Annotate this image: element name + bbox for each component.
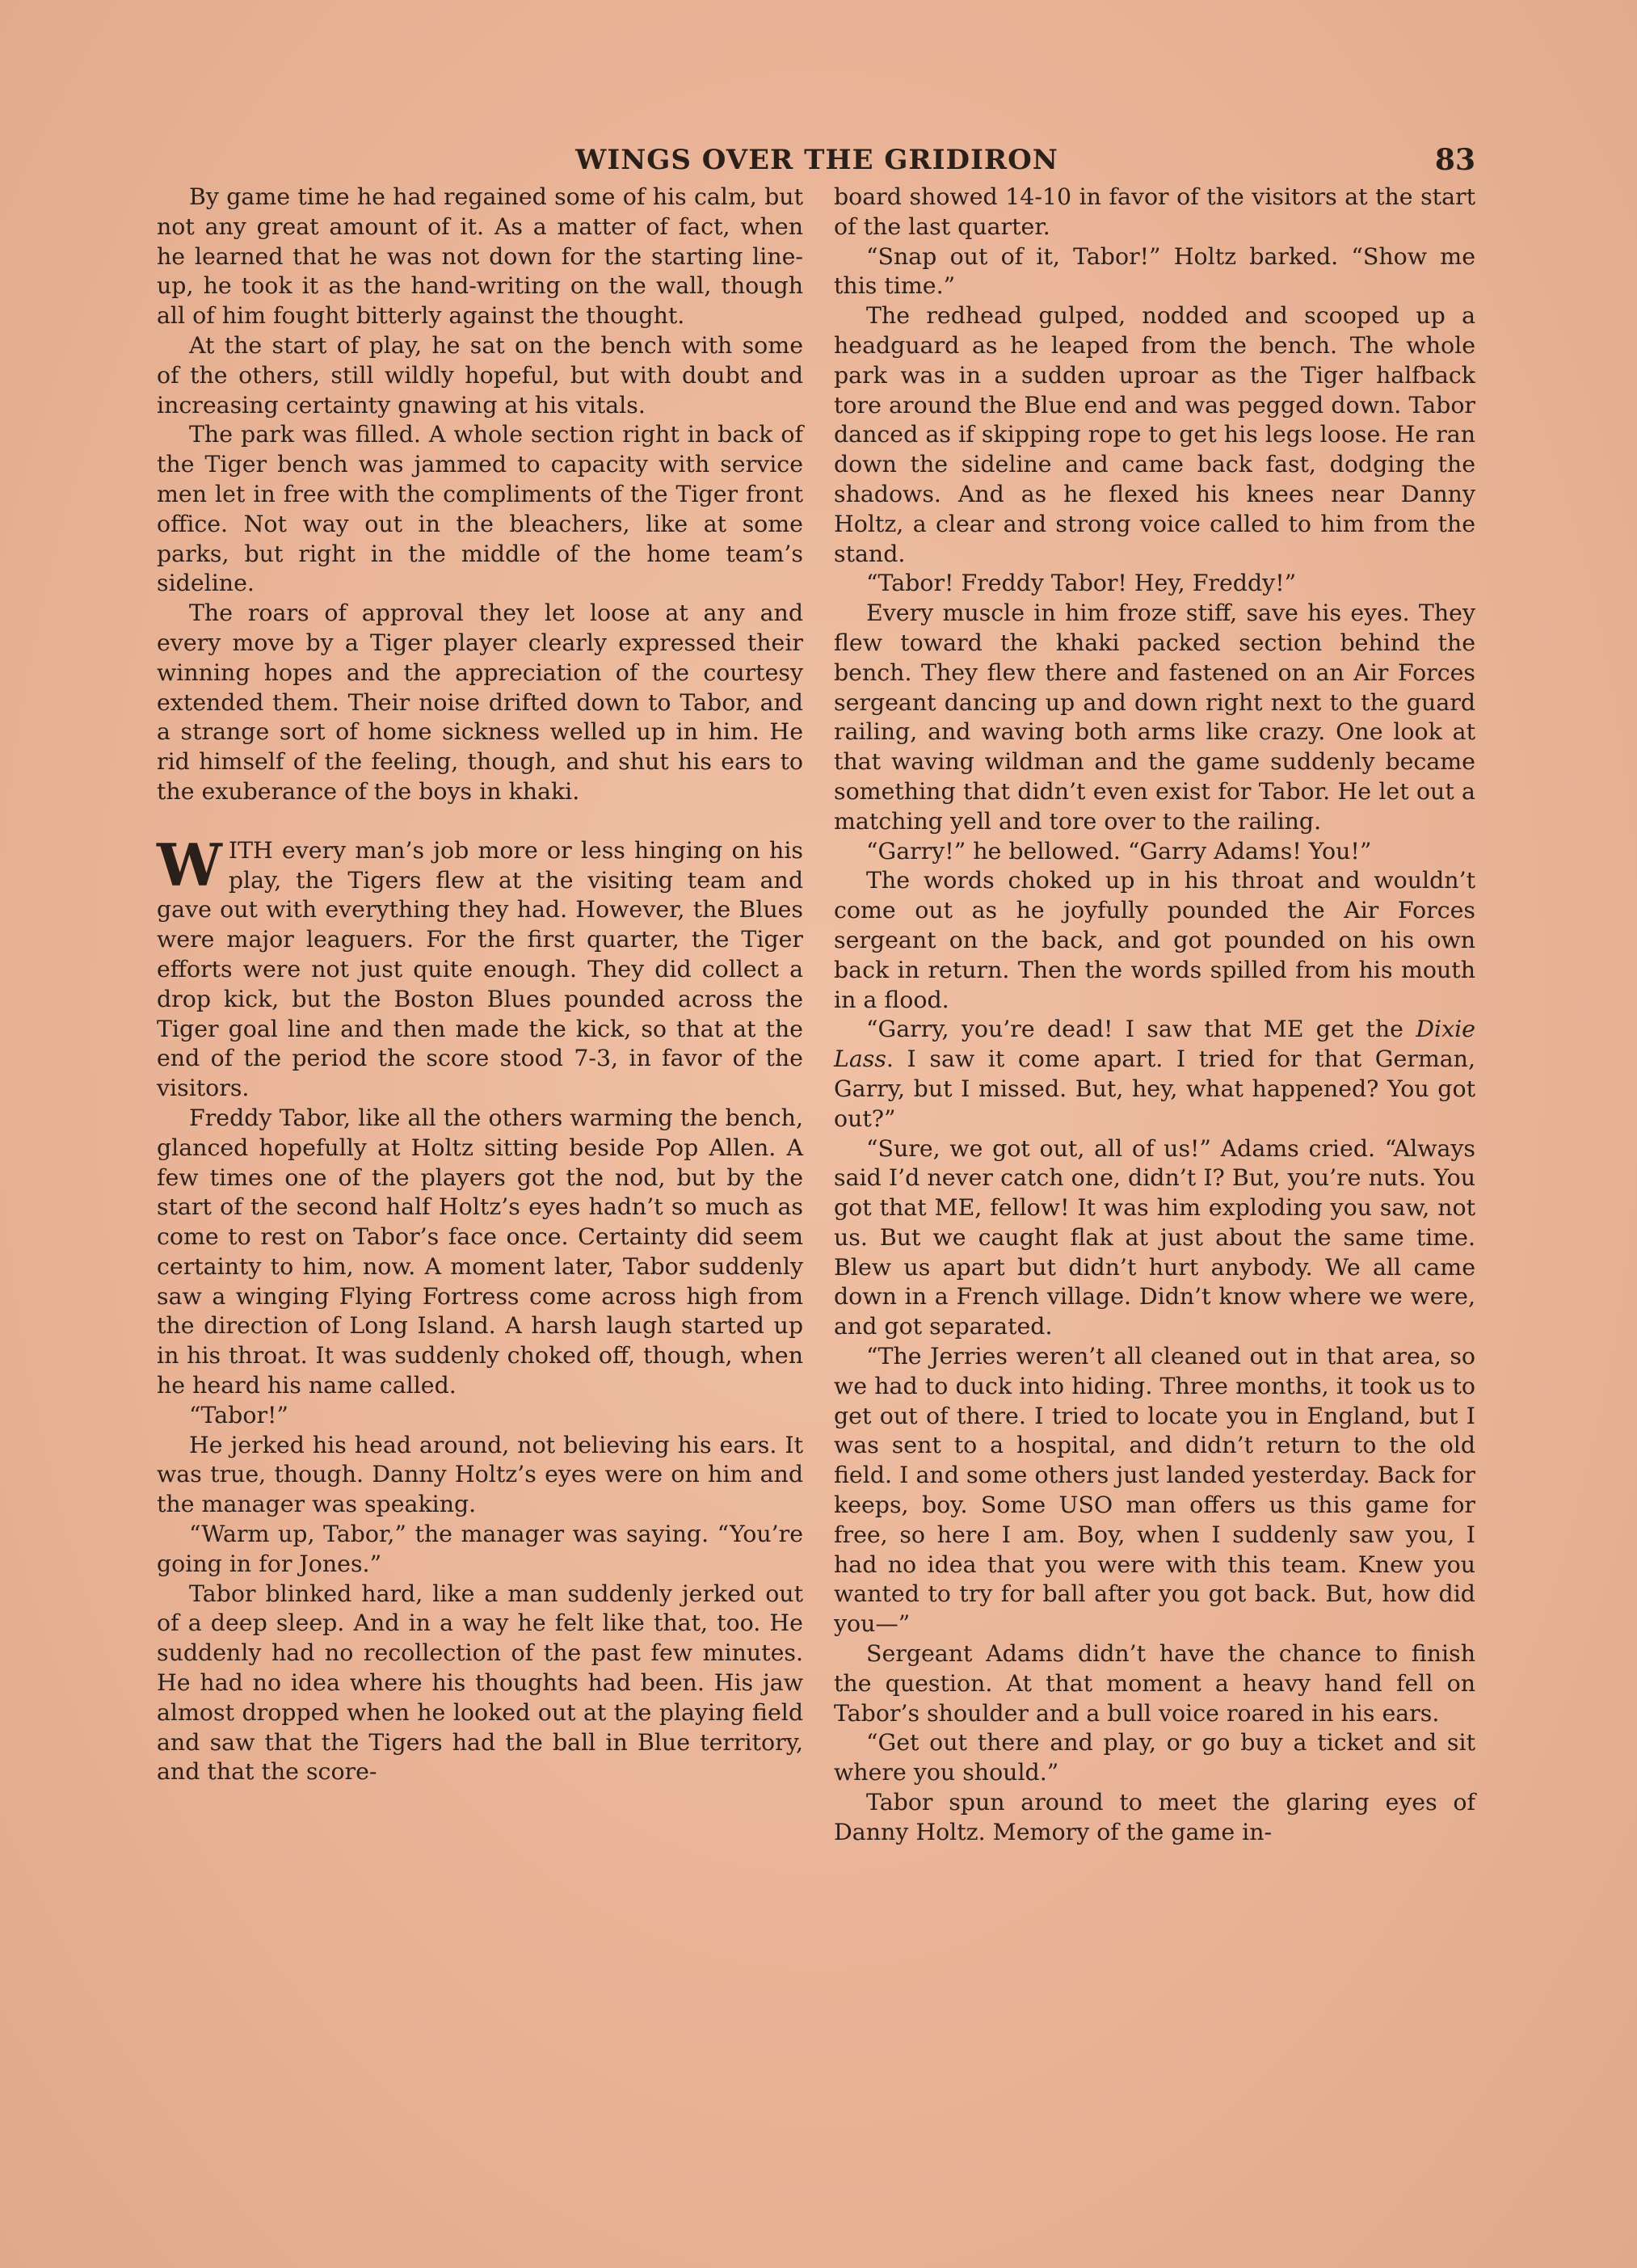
running-header bbox=[158, 142, 1475, 183]
paragraph: Every muscle in him froze stiff, save his eyes. They flew toward the khaki packed section behind the bench. They flew there and fastened on an Air Forces sergeant dancing up and down right next to the guard railing, and waving both arms like crazy. One look at that waving wildman and the game suddenly became something that didn’t even exist for Tabor. He let out a matching yell and tore over to the railing. bbox=[834, 600, 1475, 835]
paragraph: “Get out there and play, or go buy a ticket and sit where you should.” bbox=[834, 1729, 1475, 1786]
paragraph: “The Jerries weren’t all cleaned out in that area, so we had to duck into hiding. Three months, it took us to get out of there. I tried to locate you in England, but I was sent to a hospital, and didn’t return to the old field. I and some others just landed yesterday. Back for keeps, boy. Some USO man offers us this game for free, so here I am. Boy, when I suddenly saw you, I had no idea that you were with this team. Knew you wanted to try for ball after you got back. But, how did you—” bbox=[834, 1343, 1475, 1638]
paragraph: Tabor blinked hard, like a man suddenly jerked out of a deep sleep. And in a way he felt like that, too. He suddenly had no recollection of the past few minutes. He had no idea where his thoughts had been. His jaw almost dropped when he looked out at the playing field and saw that the Tigers had the ball in Blue territory, and that the score- bbox=[157, 1580, 803, 1786]
paragraph: The words choked up in his throat and wouldn’t come out as he joyfully pounded the Air Forces sergeant on the back, and got pounded on his own back in return. Then the words spilled from his mouth in a flood. bbox=[834, 867, 1475, 1013]
paragraph: The roars of approval they let loose at any and every move by a Tiger player clearly expressed their winning hopes and the appreciation of the courtesy extended them. Their noise drifted down to Tabor, and a strange sort of home sickness welled up in him. He rid himself of the feeling, though, and shut his ears to the exuberance of the boys in khaki. bbox=[157, 600, 803, 805]
paragraph: He jerked his head around, not believing his ears. It was true, though. Danny Holtz’s eyes were on him and the manager was speaking. bbox=[157, 1431, 803, 1518]
ship-name: Dixie Lass bbox=[834, 1016, 1475, 1073]
page-number: 83 bbox=[1434, 143, 1475, 177]
paragraph: Freddy Tabor, like all the others warming the bench, glanced hopefully at Holtz sitting beside Pop Allen. A few times one of the players got the nod, but by the start of the second half Holtz’s eyes hadn’t so much as come to rest on Tabor’s face once. Certainty did seem certainty to him, now. A moment later, Tabor suddenly saw a winging Flying Fortress come across high from the direction of Long Island. A harsh laugh started up in his throat. It was suddenly choked off, though, when he heard his name called. bbox=[157, 1104, 803, 1399]
paragraph: The redhead gulped, nodded and scooped up a headguard as he leaped from the bench. The whole park was in a sudden uproar as the Tiger halfback tore around the Blue end and was pegged down. Tabor danced as if skipping rope to get his legs loose. He ran down the sideline and came back fast, dodging the shadows. And as he flexed his knees near Danny Holtz, a clear and strong voice called to him from the stand. bbox=[834, 302, 1475, 567]
paragraph: At the start of play, he sat on the bench with some of the others, still wildly hopeful, but with doubt and increasing certainty gnawing at his vitals. bbox=[157, 331, 803, 419]
paragraph: “Sure, we got out, all of us!” Adams cried. “Always said I’d never catch one, didn’t I? But, you’re nuts. You got that ME, fellow! It was him exploding you saw, not us. But we caught flak at just about the same time. Blew us apart but didn’t hurt anybody. We all came down in a French village. Didn’t know where we were, and got separated. bbox=[834, 1134, 1475, 1340]
right-column bbox=[834, 183, 1475, 1848]
paragraph: “Tabor! Freddy Tabor! Hey, Freddy!” bbox=[866, 570, 1297, 597]
paragraph: Sergeant Adams didn’t have the chance to finish the question. At that moment a heavy hand fell on Tabor’s shoulder and a bull voice roared in his ears. bbox=[834, 1640, 1475, 1727]
paragraph bbox=[834, 1015, 1475, 1134]
running-title: WINGS OVER THE GRIDIRON bbox=[575, 144, 1058, 176]
paragraph: “Tabor!” bbox=[189, 1401, 288, 1429]
paragraph: “Garry!” he bellowed. “Garry Adams! You!” bbox=[866, 837, 1372, 865]
paragraph-text: ITH every man’s job more or less hinging on his play, the Tigers flew at the visiting team and gave out with everything they had. However, the Blues were major leaguers. For the first quarter, the Tiger efforts were not just quite enough. They did collect a drop kick, but the Boston Blues pounded across the Tiger goal line and then made the kick, so that at the end of the period the score stood 7-3, in favor of the visitors. bbox=[157, 836, 803, 1102]
paragraph-text: “Garry, you’re dead! I saw that ME get the bbox=[866, 1016, 1416, 1043]
paragraph: The park was filled. A whole section right in back of the Tiger bench was jammed to capacity with service men let in free with the compliments of the Tiger front office. Not way out in the bleachers, like at some parks, but right in the middle of the home team’s sideline. bbox=[157, 421, 803, 597]
paragraph-text: . I saw it come apart. I tried for that German, Garry, but I missed. But, hey, what happened? You got out?” bbox=[834, 1046, 1475, 1132]
paragraph-dropcap bbox=[157, 830, 803, 1104]
drop-cap: W bbox=[157, 830, 222, 899]
paragraph: Tabor spun around to meet the glaring eyes of Danny Holtz. Memory of the game in- bbox=[834, 1789, 1475, 1845]
left-column bbox=[157, 183, 803, 1787]
paragraph: “Warm up, Tabor,” the manager was saying. “You’re going in for Jones.” bbox=[157, 1521, 803, 1577]
paragraph: board showed 14-10 in favor of the visitors at the start of the last quarter. bbox=[834, 183, 1475, 240]
paragraph: By game time he had regained some of his calm, but not any great amount of it. As a matter of fact, when he learned that he was not down for the starting line-up, he took it as the hand-writing on the wall, though all of him fought bitterly against the thought. bbox=[157, 183, 803, 330]
paragraph: “Snap out of it, Tabor!” Holtz barked. “Show me this time.” bbox=[834, 242, 1475, 300]
